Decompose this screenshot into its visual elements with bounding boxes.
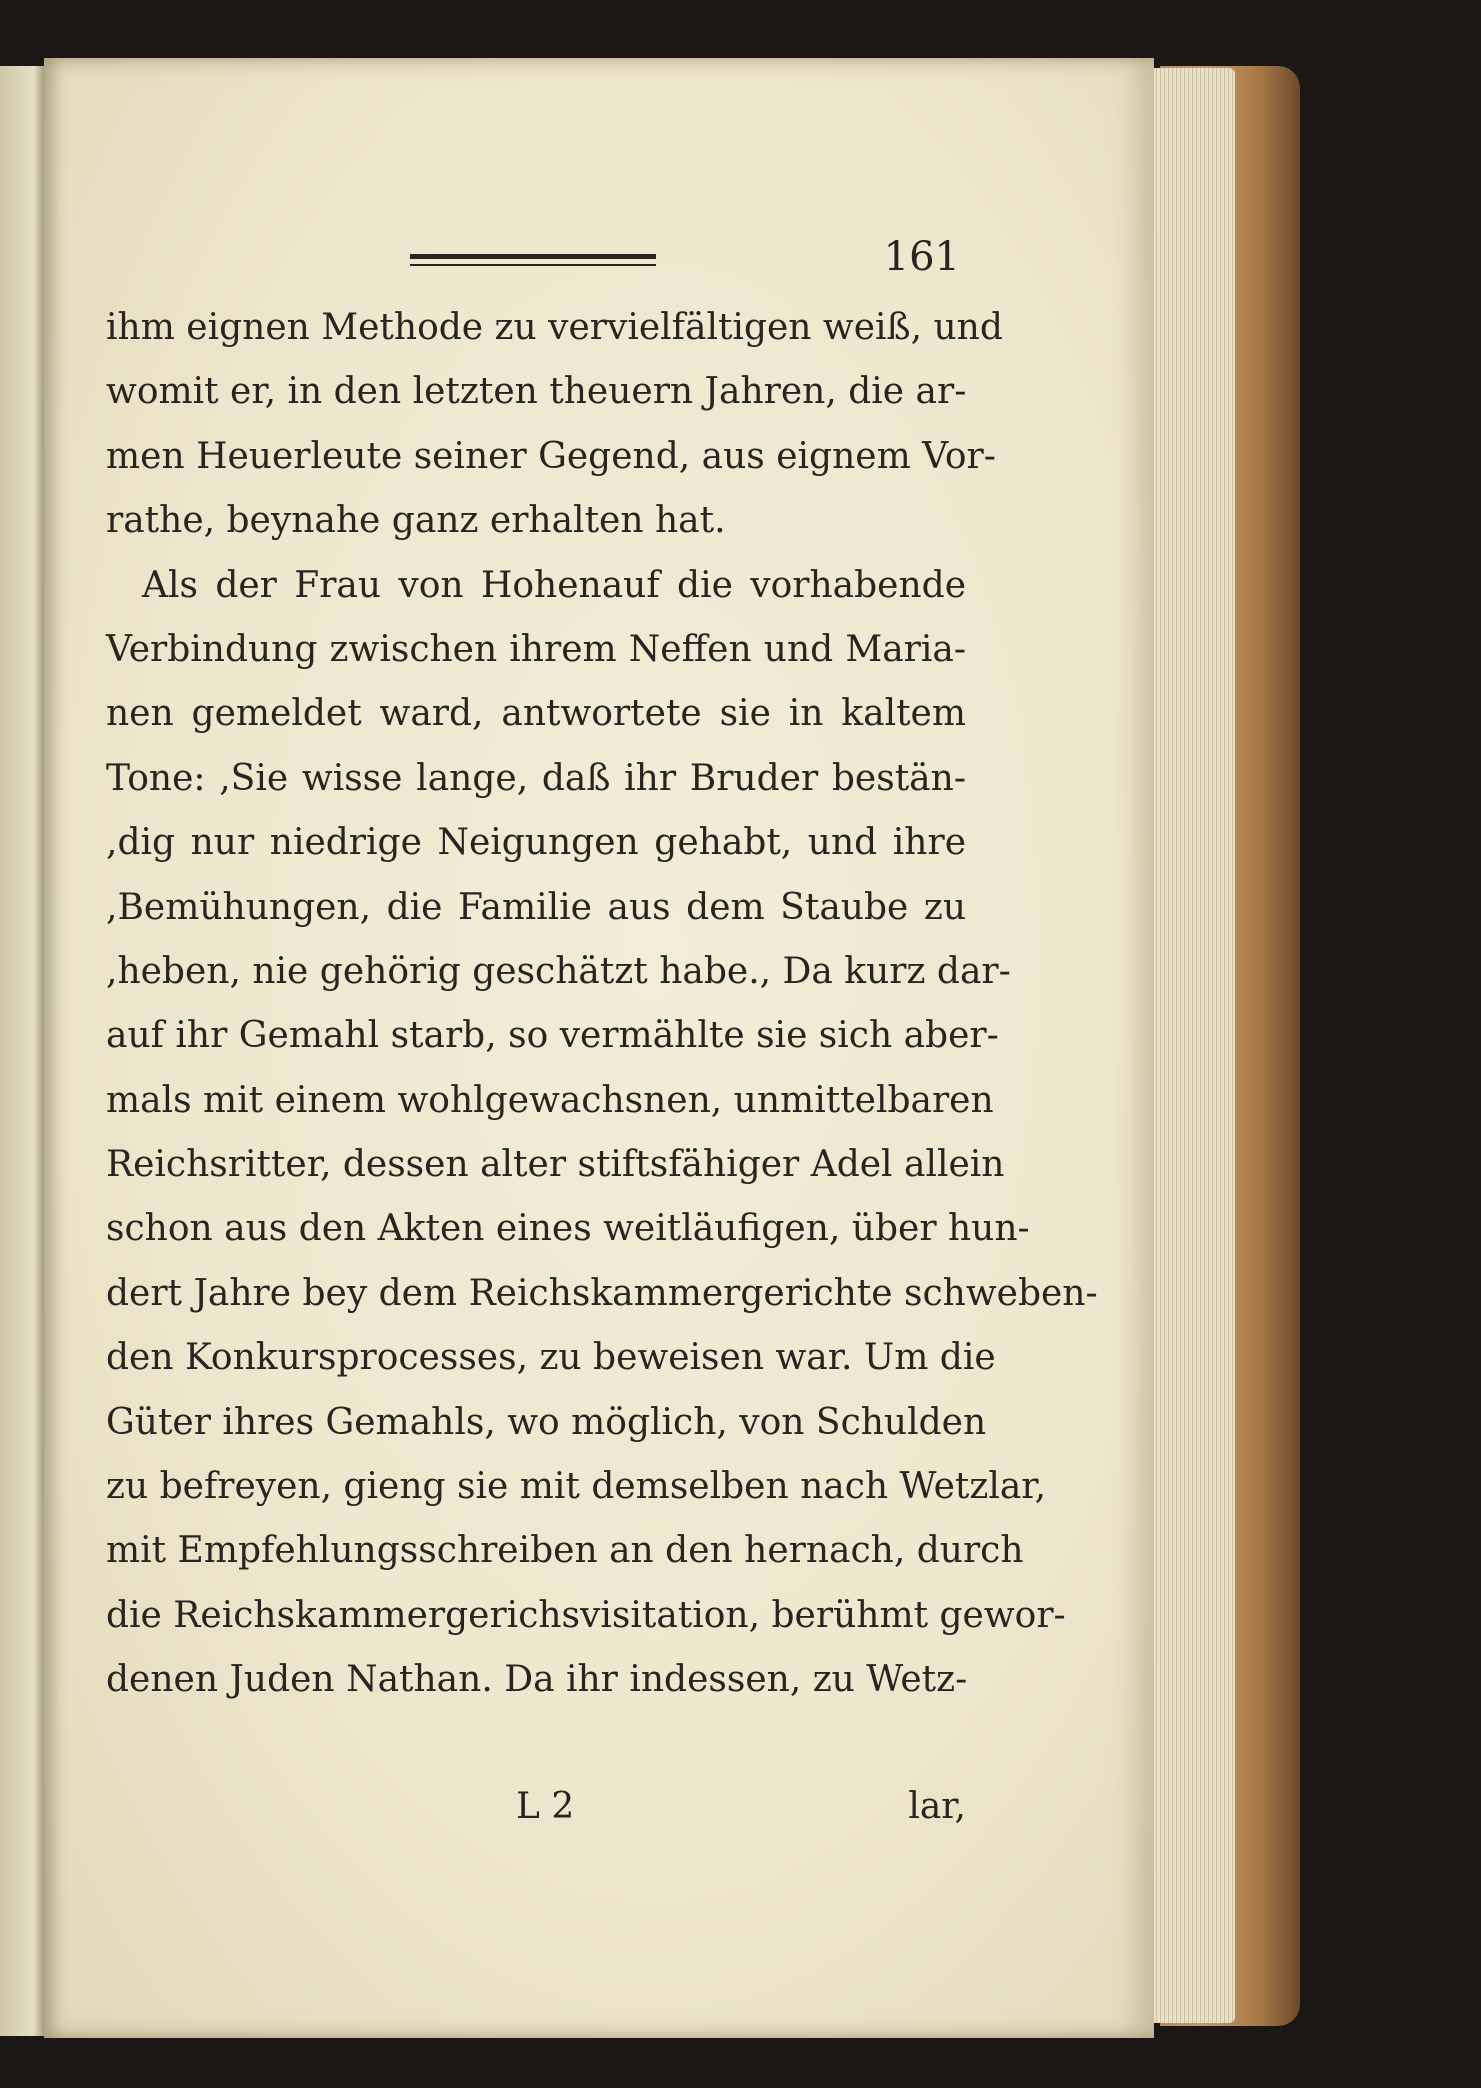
text-line: auf ihr Gemahl starb, so vermählte sie sich aber- [106, 1015, 999, 1057]
text-line: Als der Frau von Hohenauf die vorhabende [142, 564, 966, 606]
page-footer [106, 1786, 966, 1846]
catchword: lar, [908, 1786, 966, 1827]
text-line: Verbindung zwischen ihrem Neffen und Maria- [106, 628, 966, 670]
page-number: 161 [883, 234, 960, 280]
text-line: womit er, in den letzten theuern Jahren, die ar- [106, 371, 967, 413]
text-line: dert Jahre bey dem Reichskammergerichte schweben- [106, 1272, 1098, 1314]
left-page-edge [0, 66, 48, 2036]
text-line: nen gemeldet ward, antwortete sie in kaltem [106, 693, 966, 735]
text-line: Reichsritter, dessen alter stiftsfähiger Adel allein [106, 1144, 1005, 1186]
text-line: schon aus den Akten eines weitläufigen, über hun- [106, 1208, 1030, 1250]
text-line: zu befreyen, gieng sie mit demselben nach Wetzlar, [106, 1466, 1047, 1508]
text-block [106, 296, 1098, 1713]
book-page [44, 58, 1154, 2038]
signature-mark: L 2 [516, 1786, 575, 1827]
book [0, 58, 1300, 2048]
text-line: mit Empfehlungsschreiben an den hernach, durch [106, 1530, 1024, 1572]
text-line: Güter ihres Gemahls, wo möglich, von Schulden [106, 1401, 987, 1443]
text-line: ,heben, nie gehörig geschätzt habe., Da kurz dar- [106, 950, 1011, 992]
header-rule [410, 254, 656, 266]
text-line: ,dig nur niedrige Neigungen gehabt, und ihre [106, 822, 966, 864]
page-stack-edge [1145, 68, 1235, 2023]
text-line: rathe, beynahe ganz erhalten hat. [106, 500, 726, 542]
text-line: denen Juden Nathan. Da ihr indessen, zu Wetz- [106, 1659, 968, 1701]
text-line: men Heuerleute seiner Gegend, aus eignem Vor- [106, 435, 996, 477]
text-line: mals mit einem wohlgewachsnen, unmittelbaren [106, 1079, 994, 1121]
text-line: den Konkursprocesses, zu beweisen war. Um die [106, 1337, 996, 1379]
text-line: die Reichskammergerichsvisitation, berühmt gewor- [106, 1594, 1066, 1636]
text-line: ihm eignen Methode zu vervielfältigen weiß, und [106, 307, 1003, 348]
text-line: Tone: ,Sie wisse lange, daß ihr Bruder bestän- [106, 757, 966, 799]
text-line: ,Bemühungen, die Familie aus dem Staube zu [106, 886, 966, 928]
